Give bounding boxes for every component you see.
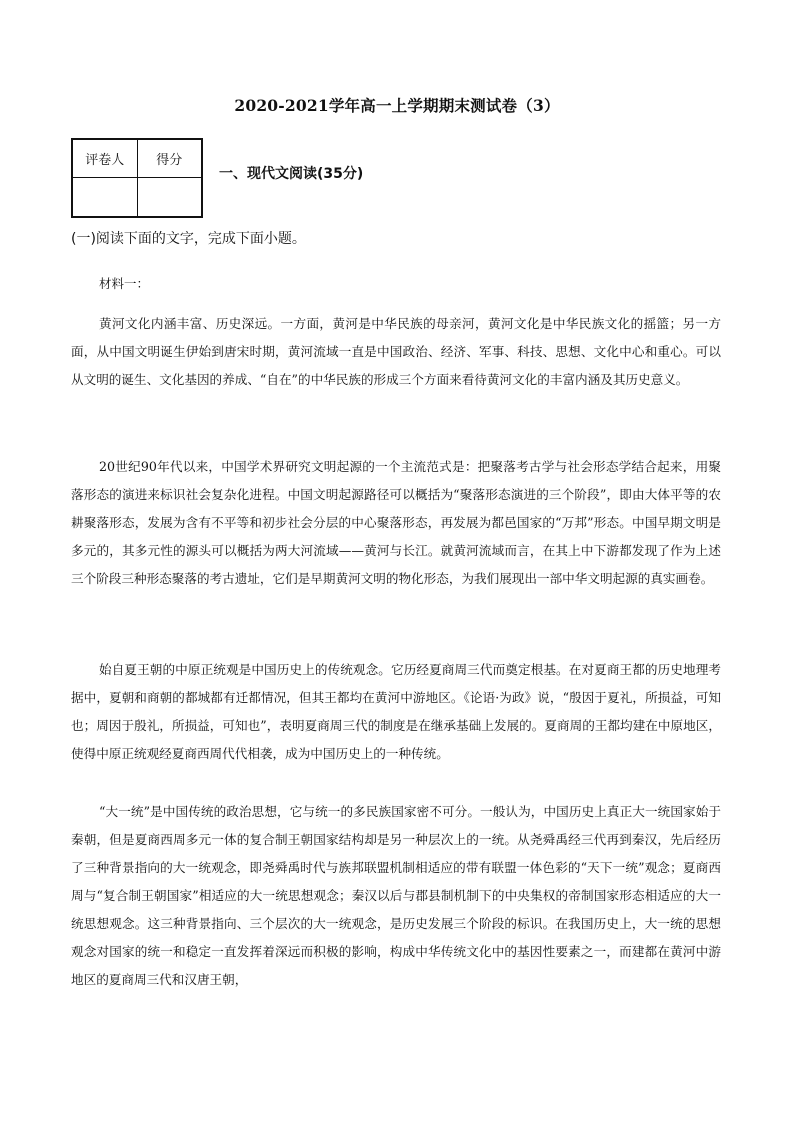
- section-heading: 一、现代文阅读(35分): [219, 166, 364, 182]
- score-table: [71, 138, 203, 218]
- grader-cell: [72, 178, 137, 218]
- paragraph-4: “大一统”是中国传统的政治思想，它与统一的多民族国家密不可分。一般认为，中国历史上真正大一统国家始于秦朝，但是夏商西周多元一体的复合制王朝国家结构却是另一种层次上的一统。从尧舜禹经三代再到秦汉，先后经历了三种背景指向的大一统观念，即尧舜禹时代与族邦联盟机制相适应的带有联盟一体色彩的“天下一统”观念；夏商西周与“复合制王朝国家”相适应的大一统思想观念；秦汉以后与郡县制机制下的中央集权的帝制国家形态相适应的大一统思想观念。这三种背景指向、三个层次的大一统观念，是历史发展三个阶段的标识。在我国历史上，大一统的思想观念对国家的统一和稳定一直发挥着深远而积极的影响，构成中华传统文化中的基因性要素之一，而建都在黄河中游地区的夏商周三代和汉唐王朝，: [71, 804, 721, 987]
- score-table-blank-row: [72, 178, 202, 218]
- material-label: 材料一：: [99, 276, 150, 291]
- grader-label: 评卷人: [72, 139, 137, 178]
- score-table-header-row: [72, 139, 202, 178]
- page-title: 2020-2021学年高一上学期期末测试卷（3）: [234, 96, 560, 115]
- paragraph-1: 黄河文化内涵丰富、历史深远。一方面，黄河是中华民族的母亲河，黄河文化是中华民族文化的摇篮；另一方面，从中国文明诞生伊始到唐宋时期，黄河流域一直是中国政治、经济、军事、科技、思想、文化中心和重心。可以从文明的诞生、文化基因的养成、“自在”的中华民族的形成三个方面来看待黄河文化的丰富内涵及其历史意义。: [71, 316, 721, 387]
- score-cell: [137, 178, 202, 218]
- score-label: 得分: [137, 139, 202, 178]
- reading-instruction: (一)阅读下面的文字，完成下面小题。: [71, 231, 306, 247]
- paragraph-2: 20世纪90年代以来，中国学术界研究文明起源的一个主流范式是：把聚落考古学与社会形态学结合起来，用聚落形态的演进来标识社会复杂化进程。中国文明起源路径可以概括为“聚落形态演进的三个阶段”，即由大体平等的农耕聚落形态，发展为含有不平等和初步社会分层的中心聚落形态，再发展为都邑国家的“万邦”形态。中国早期文明是多元的，其多元性的源头可以概括为两大河流域——黄河与长江。就黄河流域而言，在其上中下游都发现了作为上述三个阶段三种形态聚落的考古遗址，它们是早期黄河文明的物化形态，为我们展现出一部中华文明起源的真实画卷。: [71, 459, 721, 586]
- paragraph-3: 始自夏王朝的中原正统观是中国历史上的传统观念。它历经夏商周三代而奠定根基。在对夏商王都的历史地理考据中，夏朝和商朝的都城都有迁都情况，但其王都均在黄河中游地区。《论语·为政》说，“殷因于夏礼，所损益，可知也；周因于殷礼，所损益，可知也”，表明夏商周三代的制度是在继承基础上发展的。夏商周的王都均建在中原地区，使得中原正统观经夏商西周代代相袭，成为中国历史上的一种传统。: [71, 662, 721, 761]
